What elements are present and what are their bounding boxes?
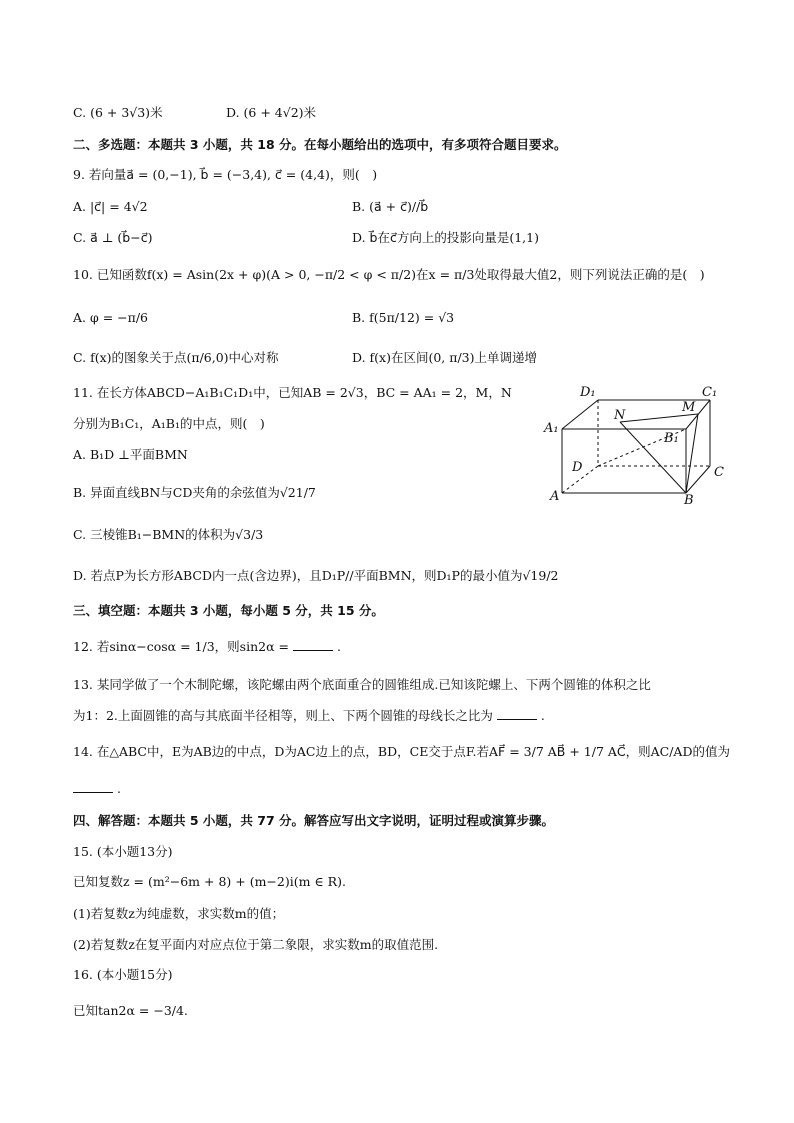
section-multiple-choice-heading: 二、多选题：本题共 3 小题，共 18 分。在每小题给出的选项中，有多项符合题目要求。 [73,137,567,152]
question-13-cont [73,707,545,725]
q9-option-c: C. a⃗ ⊥ (b⃗−c⃗) [73,230,153,245]
question-9: 9. 若向量a⃗ = (0,−1), b⃗ = (−3,4), c⃗ = (4,4)，则( ) [73,167,378,182]
question-11: 11. 在长方体ABCD−A₁B₁C₁D₁中，已知AB = 2√3，BC = AA₁ = 2，M，N [73,385,512,400]
label-D1: D₁ [580,385,596,400]
q10-option-b: B. f(5π/12) = √3 [352,310,455,325]
question-13-end: . [540,708,545,723]
label-A1: A₁ [544,421,559,436]
q8-option-c: C. (6 + 3√3)米 [73,105,163,120]
question-15-part-2: (2)若复数z在复平面内对应点位于第二象限，求实数m的取值范围. [73,937,439,952]
section-fill-in-heading: 三、填空题：本题共 3 小题，每小题 5 分，共 15 分。 [73,603,384,618]
label-C1: C₁ [702,385,718,400]
question-15-stem: 已知复数z = (m²−6m + 8) + (m−2)i(m ∈ R). [73,874,346,889]
q10-option-c: C. f(x)的图象关于点(π/6,0)中心对称 [73,350,279,365]
question-14: 14. 在△ABC中，E为AB边的中点，D为AC边上的点，BD，CE交于点F.若AF⃗ = 3/7 AB⃗ + 1/7 AC⃗，则AC/AD的值为 [73,744,730,759]
q8-option-d: D. (6 + 4√2)米 [226,105,317,120]
edge-A1D1 [562,400,598,429]
question-14-end: . [117,781,121,796]
q9-option-d: D. b⃗在c⃗方向上的投影向量是(1,1) [352,230,539,245]
label-D: D [572,460,583,475]
label-M: M [682,400,696,415]
q11-option-d: D. 若点P为长方形ABCD内一点(含边界)，且D₁P//平面BMN，则D₁P的最小值为√19/2 [73,568,559,583]
label-B: B [684,493,694,508]
q9-option-b: B. (a⃗ + c⃗)//b⃗ [352,199,429,214]
question-12-text: 12. 若sinα−cosα = 1/3，则sin2α = [73,639,289,654]
segment-NM [620,414,698,422]
answer-blank [497,707,537,720]
label-N: N [614,408,626,423]
section-solution-heading: 四、解答题：本题共 5 小题，共 77 分。解答应写出文字说明，证明过程或演算步骤。 [73,813,555,828]
label-A: A [550,489,560,504]
question-11-cont: 分别为B₁C₁，A₁B₁的中点，则( ) [73,416,265,431]
label-B1: B₁ [664,431,679,446]
question-13: 13. 某同学做了一个木制陀螺，该陀螺由两个底面重合的圆锥组成.已知该陀螺上、下两个圆锥的体积之比 [73,677,651,692]
question-12-end: . [336,639,341,654]
question-15-part-1: (1)若复数z为纯虚数，求实数m的值； [73,906,285,921]
cuboid-figure [540,380,730,510]
question-15: 15. (本小题13分) [73,844,173,859]
q11-option-c: C. 三棱锥B₁−BMN的体积为√3/3 [73,527,264,542]
q10-option-a: A. φ = −π/6 [73,310,148,325]
question-13-text: 为1：2.上面圆锥的高与其底面半径相等，则上、下两个圆锥的母线长之比为 [73,708,493,723]
q11-option-a: A. B₁D ⊥平面BMN [73,447,188,462]
question-16-stem: 已知tan2α = −3/4. [73,1003,188,1018]
label-C: C [714,465,724,480]
q9-option-a: A. |c⃗| = 4√2 [73,199,148,214]
question-12 [73,638,341,656]
question-14-cont [73,780,121,798]
q10-option-d: D. f(x)在区间(0, π/3)上单调递增 [352,350,537,365]
answer-blank [73,780,113,793]
question-10: 10. 已知函数f(x) = Asin(2x + φ)(A > 0, −π/2 < φ < π/2)在x = π/3处取得最大值2，则下列说法正确的是( ) [73,267,705,282]
q11-option-b: B. 异面直线BN与CD夹角的余弦值为√21/7 [73,485,316,500]
question-16: 16. (本小题15分) [73,967,173,982]
answer-blank [293,638,333,651]
